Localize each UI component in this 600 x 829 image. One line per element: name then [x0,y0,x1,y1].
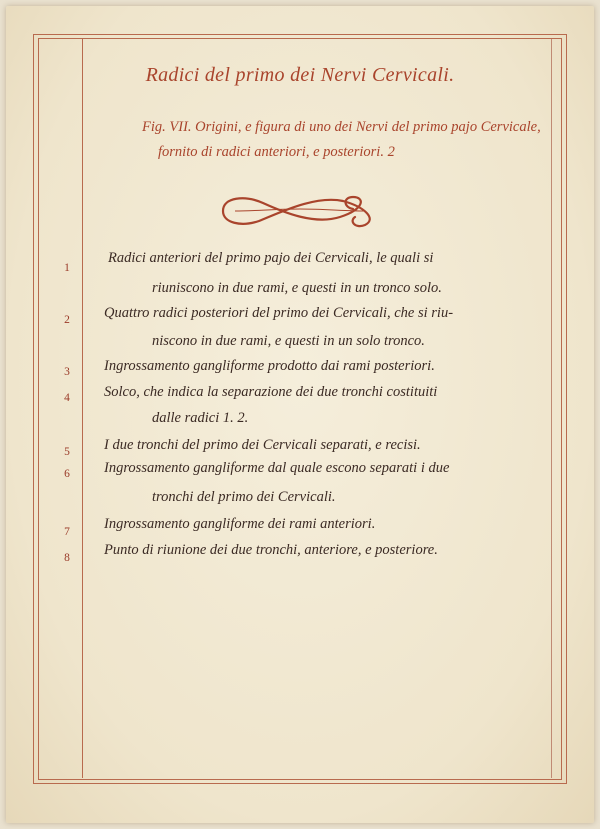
entry-text: niscono in due rami, e questi in un solo tronco. [152,333,425,349]
entry-number: 8 [64,552,70,564]
entry-number: 5 [64,446,70,458]
entry-number: 3 [64,366,70,378]
entry-number: 7 [64,526,70,538]
entry-text: Ingrossamento gangliforme prodotto dai rami posteriori. [104,358,435,374]
entry-text: Solco, che indica la separazione dei due tronchi costituiti [104,384,438,400]
entry-number: 2 [64,314,70,326]
entry-text: Radici anteriori del primo pajo dei Cervicali, le quali si [108,250,434,266]
calligraphic-flourish [215,189,385,231]
entry-text: Ingrossamento gangliforme dei rami anteriori. [104,516,376,532]
entry-number: 6 [64,468,70,480]
entry-text: Quattro radici posteriori del primo dei Cervicali, che si riu- [104,305,454,321]
entry-text: tronchi del primo dei Cervicali. [152,489,336,505]
entry-text: Ingrossamento gangliforme dal quale escono separati i due [104,460,450,476]
entry-text: riuniscono in due rami, e questi in un tronco solo. [152,280,442,296]
entry-text: Punto di riunione dei due tronchi, anteriore, e posteriore. [104,542,438,558]
figure-caption-line-2: fornito di radici anteriori, e posteriori. 2 [158,144,395,160]
page-title: Radici del primo dei Nervi Cervicali. [145,64,455,86]
figure-caption-line-1: Fig. VII. Origini, e figura di uno dei Nervi del primo pajo Cervicale, [142,119,541,135]
entry-text: dalle radici 1. 2. [152,410,249,426]
entry-number: 1 [64,262,70,274]
entry-text: I due tronchi del primo dei Cervicali separati, e recisi. [104,437,421,453]
entry-number: 4 [64,392,70,404]
left-margin-rule [82,39,83,778]
